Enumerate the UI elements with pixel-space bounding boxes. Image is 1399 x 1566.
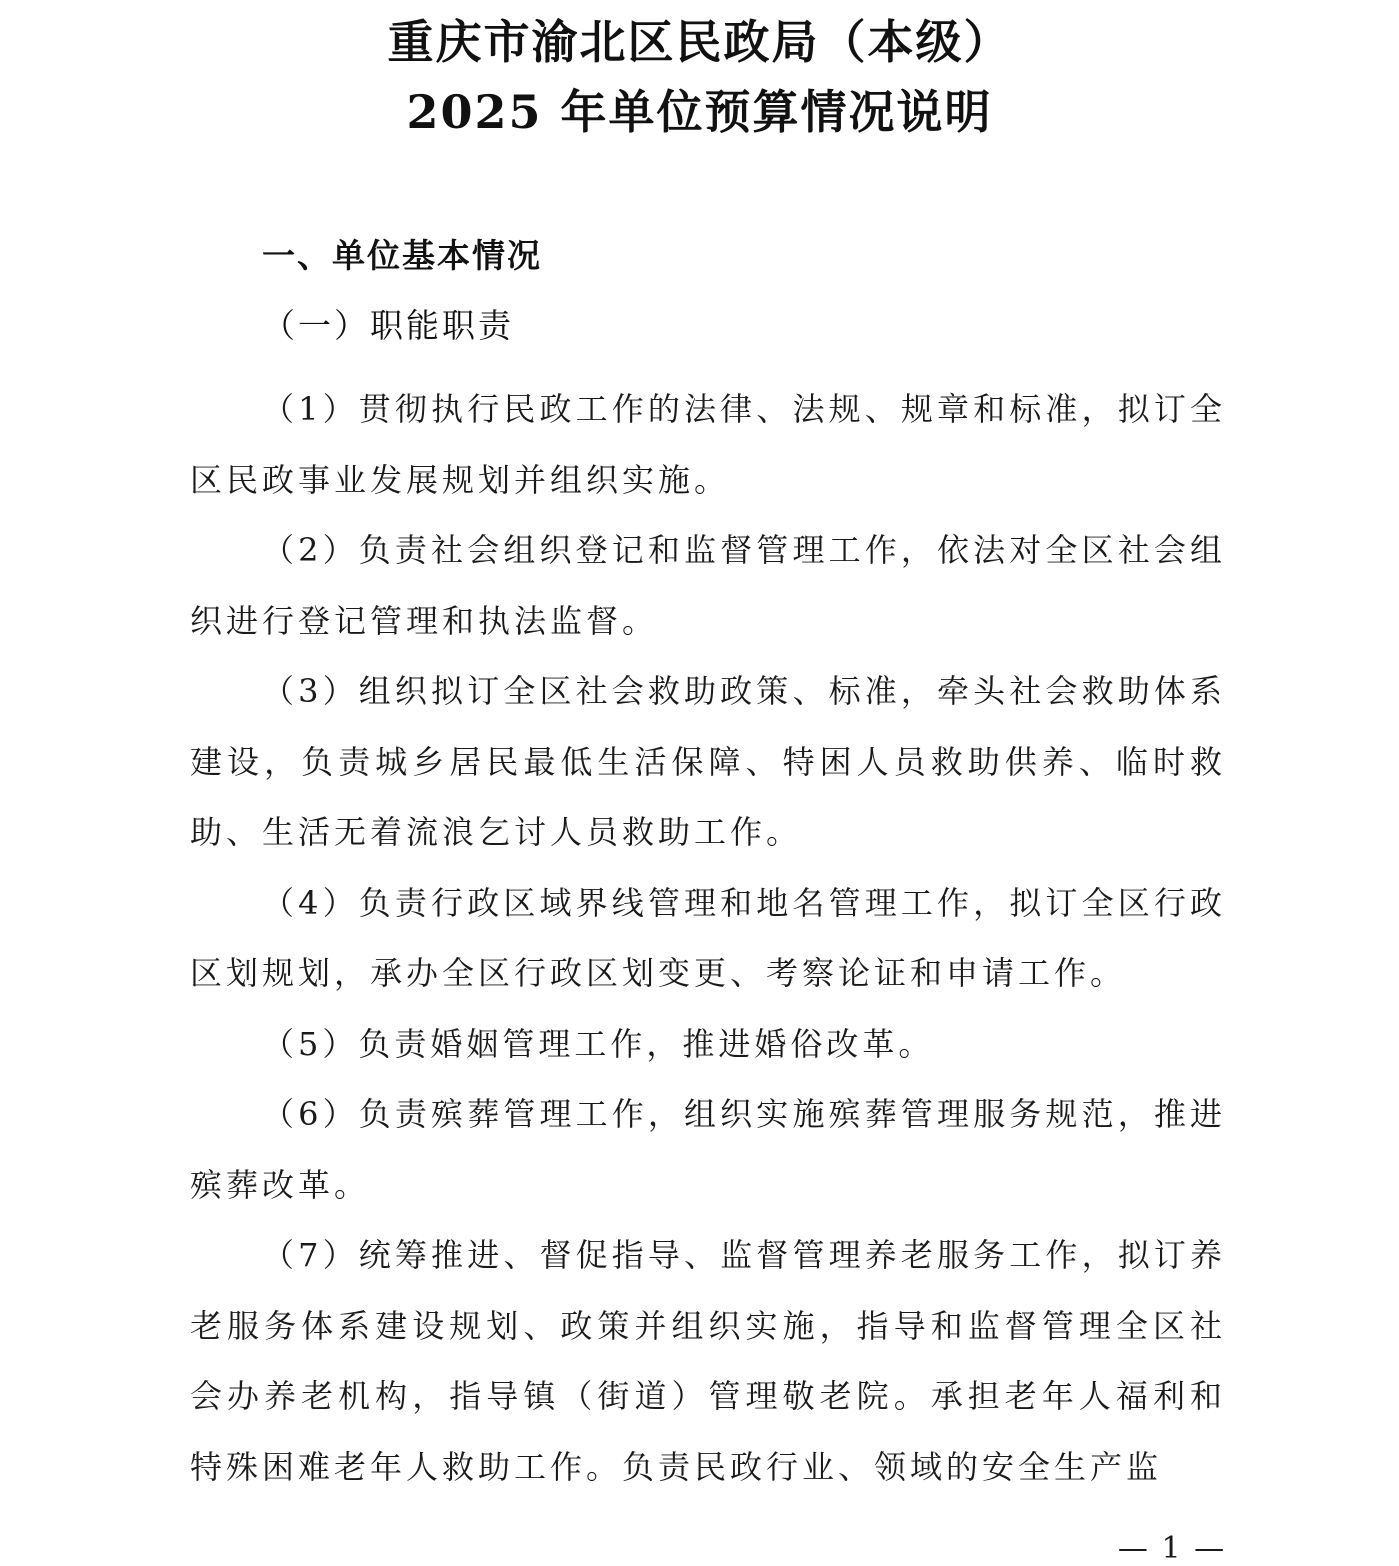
paragraph-3: （3）组织拟订全区社会救助政策、标准，牵头社会救助体系建设，负责城乡居民最低生活保障、特困人员救助供养、临时救助、生活无着流浪乞讨人员救助工作。 [190,672,1226,851]
paragraph-7: （7）统筹推进、督促指导、监督管理养老服务工作，拟订养老服务体系建设规划、政策并组织实施，指导和监督管理全区社会办养老机构，指导镇（街道）管理敬老院。承担老年人福利和特殊困难老年人救助工作。负责民政行业、领域的安全生产监 [190,1236,1226,1486]
paragraph-5: （5）负责婚姻管理工作，推进婚俗改革。 [262,1024,935,1063]
document-title-line-2: 2025 年单位预算情况说明 [406,85,993,139]
paragraph-2: （2）负责社会组织登记和监督管理工作，依法对全区社会组织进行登记管理和执法监督。 [190,531,1226,640]
section-heading: 一、单位基本情况 [262,236,542,275]
document-title-line-1: 重庆市渝北区民政局（本级） [387,15,1012,69]
paragraph-1: （1）贯彻执行民政工作的法律、法规、规章和标准，拟订全区民政事业发展规划并组织实施。 [190,390,1226,499]
page-number: — 1 — [1117,1531,1227,1566]
document-body [190,374,1226,1502]
paragraph-6: （6）负责殡葬管理工作，组织实施殡葬管理服务规范，推进殡葬改革。 [190,1095,1226,1204]
paragraph-4: （4）负责行政区域界线管理和地名管理工作，拟订全区行政区划规划，承办全区行政区划变更、考察论证和申请工作。 [190,883,1226,992]
subsection-heading: （一）职能职责 [262,306,514,345]
